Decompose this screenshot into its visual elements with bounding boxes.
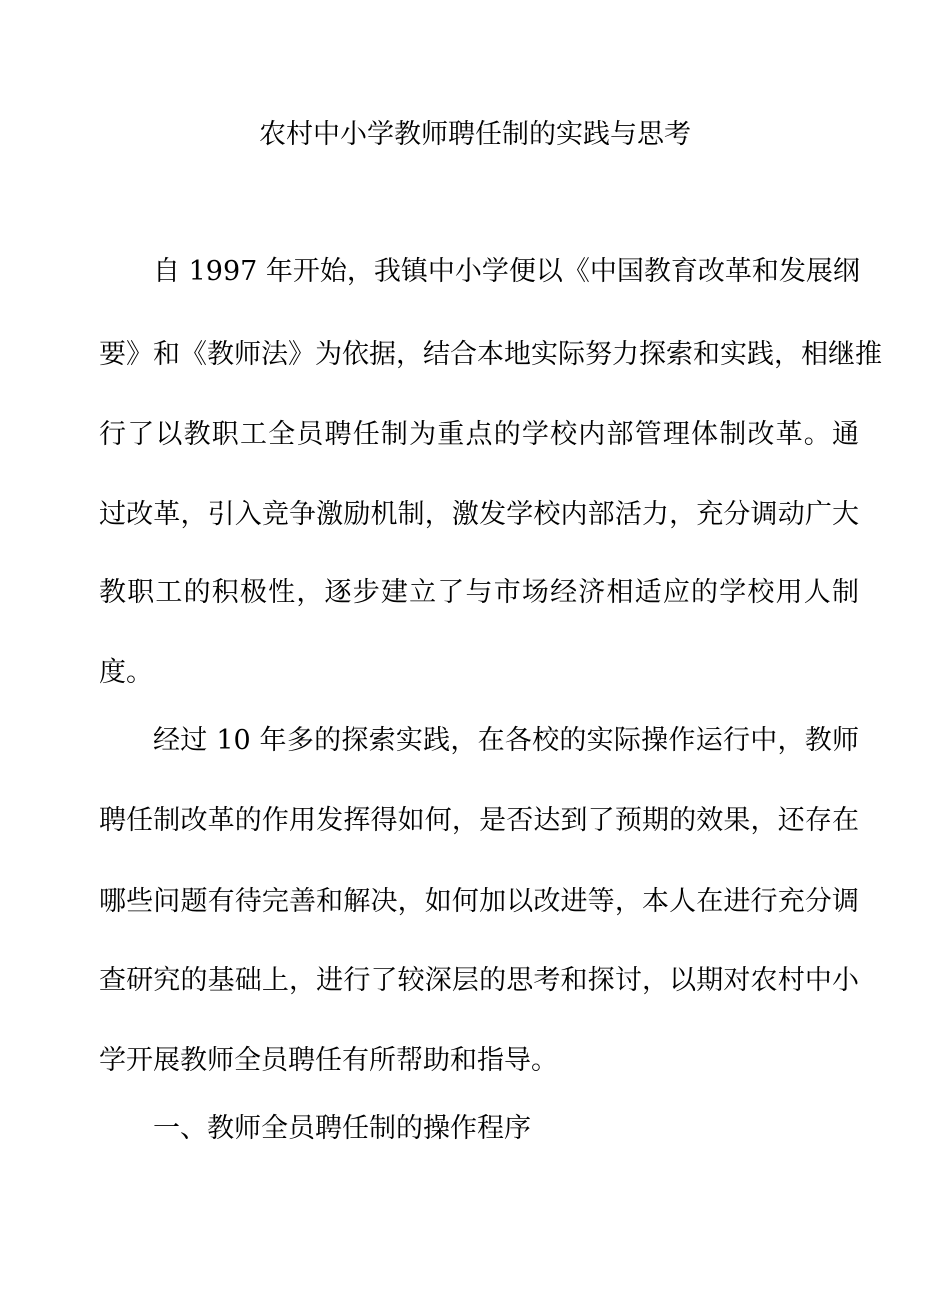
paragraph-2-line-1: 经过 10 年多的探索实践，在各校的实际操作运行中，教师 (153, 725, 859, 756)
paragraph-1-line-3: 行了以教职工全员聘任制为重点的学校内部管理体制改革。通 (99, 419, 859, 450)
paragraph-1-line-2: 要》和《教师法》为依据，结合本地实际努力探索和实践，相继推 (99, 339, 882, 370)
paragraph-2-line-3: 哪些问题有待完善和解决，如何加以改进等，本人在进行充分调 (99, 886, 859, 917)
document-title: 农村中小学教师聘任制的实践与思考 (259, 119, 691, 150)
paragraph-2-line-2: 聘任制改革的作用发挥得如何，是否达到了预期的效果，还存在 (99, 805, 859, 836)
paragraph-1-line-5: 教职工的积极性，逐步建立了与市场经济相适应的学校用人制 (99, 577, 859, 608)
section-heading-1: 一、教师全员聘任制的操作程序 (153, 1113, 531, 1144)
paragraph-1-line-4: 过改革，引入竞争激励机制，激发学校内部活力，充分调动广大 (99, 499, 859, 530)
paragraph-2-line-4: 查研究的基础上，进行了较深层的思考和探讨，以期对农村中小 (99, 965, 859, 996)
paragraph-1-line-6: 度。 (99, 657, 153, 688)
paragraph-1-line-1: 自 1997 年开始，我镇中小学便以《中国教育改革和发展纲 (153, 256, 860, 287)
paragraph-2-line-5: 学开展教师全员聘任有所帮助和指导。 (99, 1045, 558, 1076)
